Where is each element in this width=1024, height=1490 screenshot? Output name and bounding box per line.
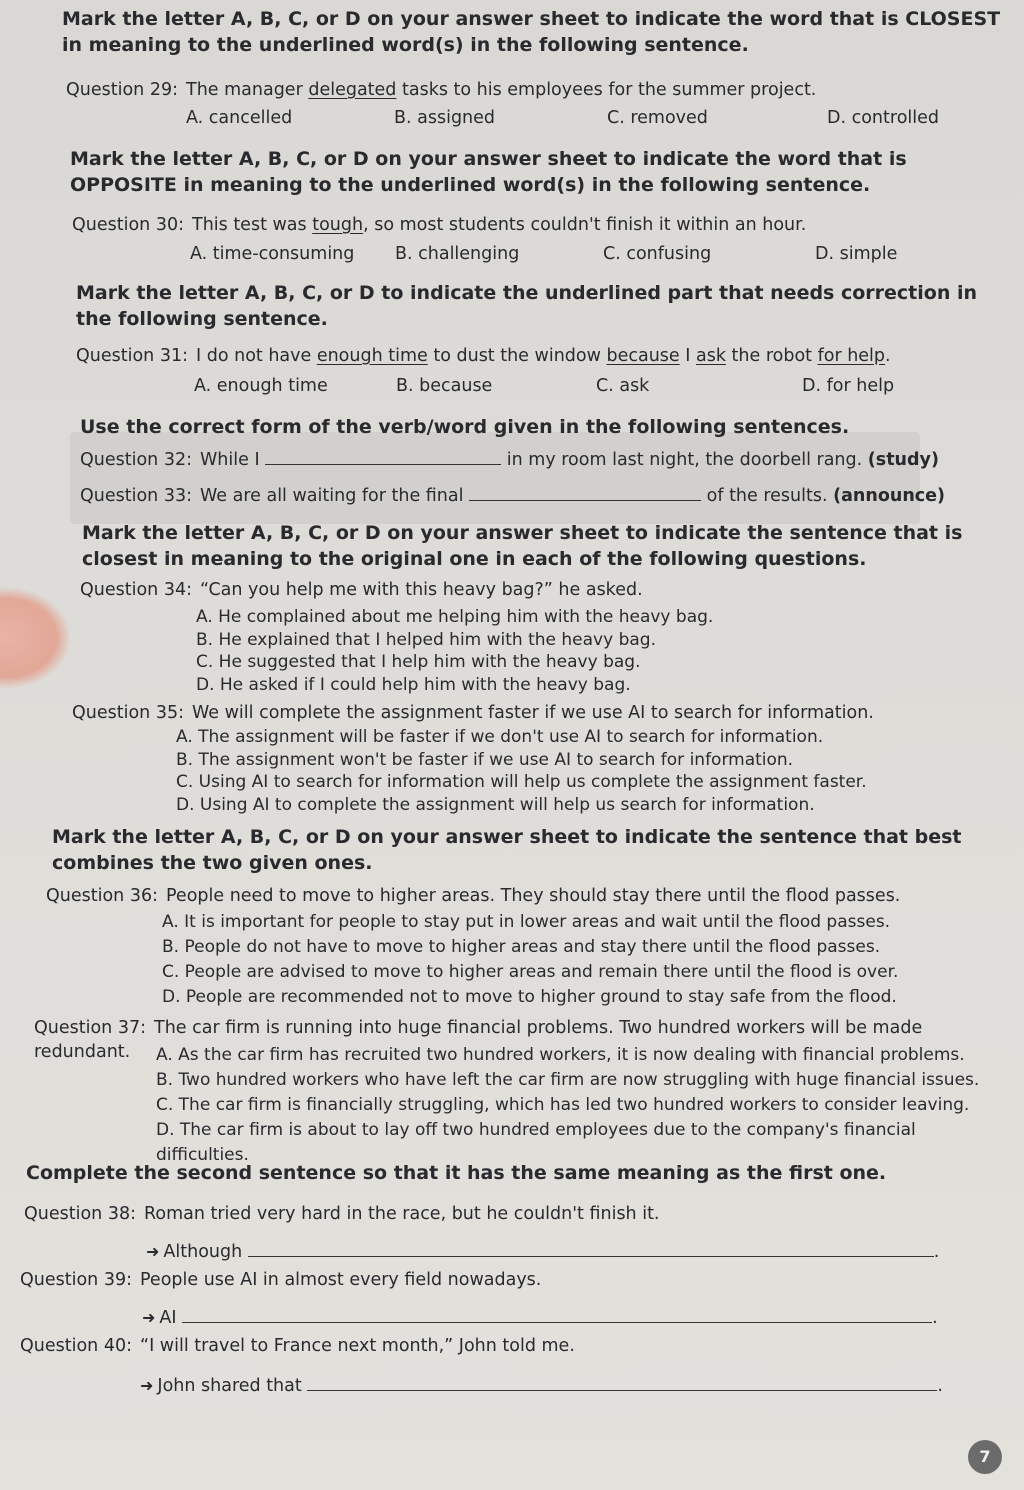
option-c[interactable]: C. He suggested that I help him with the heavy bag. [196, 652, 641, 672]
option-b[interactable]: B. because [396, 376, 493, 396]
question-38: Question 38: Roman tried very hard in the race, but he couldn't finish it. [24, 1204, 660, 1224]
question-37: Question 37: The car firm is running into huge financial problems. Two hundred workers will be made redundant. [34, 1018, 923, 1062]
answer-blank[interactable] [248, 1240, 934, 1257]
option-b[interactable]: B. assigned [394, 108, 496, 128]
instruction-error-correction: Mark the letter A, B, C, or D to indicate the underlined part that needs correction in the following sentence. [76, 282, 978, 330]
option-c[interactable]: C. ask [596, 376, 650, 396]
instruction-verb-form: Use the correct form of the verb/word given in the following sentences. [80, 416, 850, 438]
option-a[interactable]: A. cancelled [186, 108, 293, 128]
option-b[interactable]: B. People do not have to move to higher areas and stay there until the flood passes. [162, 937, 881, 957]
instruction-closest-word: Mark the letter A, B, C, or D on your answer sheet to indicate the word that is CLOSEST in meaning to the underlined word(s) in the following sentence. [62, 8, 1001, 56]
underlined-word: delegated [308, 80, 397, 100]
instruction-rewrite: Complete the second sentence so that it has the same meaning as the first one. [26, 1162, 887, 1184]
option-d[interactable]: D. controlled [827, 108, 939, 128]
page-number: 7 [968, 1440, 1002, 1474]
question-36: Question 36: People need to move to higher areas. They should stay there until the flood passes. [46, 886, 901, 906]
option-a[interactable]: A. enough time [194, 376, 328, 396]
instruction-combine: Mark the letter A, B, C, or D on your answer sheet to indicate the sentence that best combines the two given ones. [52, 826, 962, 874]
word-hint: (announce) [833, 486, 946, 506]
option-d[interactable]: D. Using AI to complete the assignment will help us search for information. [176, 794, 815, 815]
question-30: Question 30: This test was tough, so most students couldn't finish it within an hour. [72, 215, 807, 235]
rewrite-line-q38: ➜ Although . [146, 1242, 940, 1262]
arrow-right-icon: ➜ [140, 1376, 154, 1395]
options-q37 [156, 1043, 1006, 1168]
option-d[interactable]: D. for help [802, 376, 895, 396]
option-b[interactable]: B. He explained that I helped him with the heavy bag. [196, 629, 656, 650]
options-q31 [194, 374, 994, 398]
option-d[interactable]: D. People are recommended not to move to higher ground to stay safe from the flood. [162, 987, 897, 1007]
option-c[interactable]: C. removed [607, 108, 708, 128]
answer-blank[interactable] [307, 1374, 937, 1391]
arrow-right-icon: ➜ [146, 1242, 160, 1261]
option-a[interactable]: A. time-consuming [190, 244, 355, 264]
option-c[interactable]: C. People are advised to move to higher areas and remain there until the flood is over. [162, 962, 899, 982]
option-d[interactable]: D. simple [815, 244, 898, 264]
finger-shadow [0, 588, 70, 688]
question-39: Question 39: People use AI in almost every field nowadays. [20, 1270, 542, 1290]
answer-blank[interactable] [265, 448, 501, 465]
underlined-word: tough [312, 215, 364, 235]
options-q35 [176, 726, 996, 816]
question-33: Question 33: We are all waiting for the final of the results. (announce) [80, 486, 946, 506]
question-35: Question 35: We will complete the assignment faster if we use AI to search for information. [72, 703, 874, 723]
arrow-right-icon: ➜ [142, 1308, 156, 1327]
option-b[interactable]: B. challenging [395, 244, 520, 264]
instruction-opposite-word: Mark the letter A, B, C, or D on your answer sheet to indicate the word that is OPPOSITE in meaning to the underlined word(s) in the following sentence. [70, 148, 907, 196]
option-c[interactable]: C. confusing [603, 244, 712, 264]
option-c[interactable]: C. The car firm is financially struggling, which has led two hundred workers to consider leaving. [156, 1095, 970, 1115]
option-d[interactable]: D. He asked if I could help him with the heavy bag. [196, 674, 631, 695]
option-b[interactable]: B. The assignment won't be faster if we use AI to search for information. [176, 749, 794, 770]
question-label: Question 29: [66, 80, 178, 100]
option-a[interactable]: A. He complained about me helping him with the heavy bag. [196, 607, 714, 627]
options-q29 [186, 106, 986, 130]
option-a[interactable]: A. The assignment will be faster if we don't use AI to search for information. [176, 727, 824, 747]
option-a[interactable]: A. It is important for people to stay put in lower areas and wait until the flood passes. [162, 912, 891, 932]
option-b[interactable]: B. Two hundred workers who have left the car firm are now struggling with huge financial issues. [156, 1070, 980, 1090]
question-29: Question 29: The manager delegated tasks to his employees for the summer project. [66, 80, 817, 100]
question-40: Question 40: “I will travel to France next month,” John told me. [20, 1336, 575, 1356]
instruction-closest-sentence: Mark the letter A, B, C, or D on your answer sheet to indicate the sentence that is closest in meaning to the original one in each of the following questions. [82, 522, 963, 570]
question-31: Question 31: I do not have enough time to dust the window because I ask the robot for help. [76, 346, 891, 366]
answer-blank[interactable] [469, 484, 701, 501]
option-a[interactable]: A. As the car firm has recruited two hundred workers, it is now dealing with financial problems. [156, 1045, 965, 1065]
option-d[interactable]: D. The car firm is about to lay off two hundred employees due to the company's financial difficulties. [156, 1120, 916, 1165]
options-q36 [162, 910, 1002, 1010]
verb-hint: (study) [867, 450, 939, 470]
answer-blank[interactable] [182, 1306, 932, 1323]
option-c[interactable]: C. Using AI to search for information will help us complete the assignment faster. [176, 772, 867, 792]
question-34: Question 34: “Can you help me with this heavy bag?” he asked. [80, 580, 643, 600]
options-q34 [196, 606, 996, 696]
options-q30 [190, 242, 990, 266]
question-32: Question 32: While I in my room last night, the doorbell rang. (study) [80, 450, 939, 470]
shadow-band [70, 432, 920, 524]
rewrite-line-q40: ➜ John shared that . [140, 1376, 943, 1396]
rewrite-line-q39: ➜ AI . [142, 1308, 938, 1328]
